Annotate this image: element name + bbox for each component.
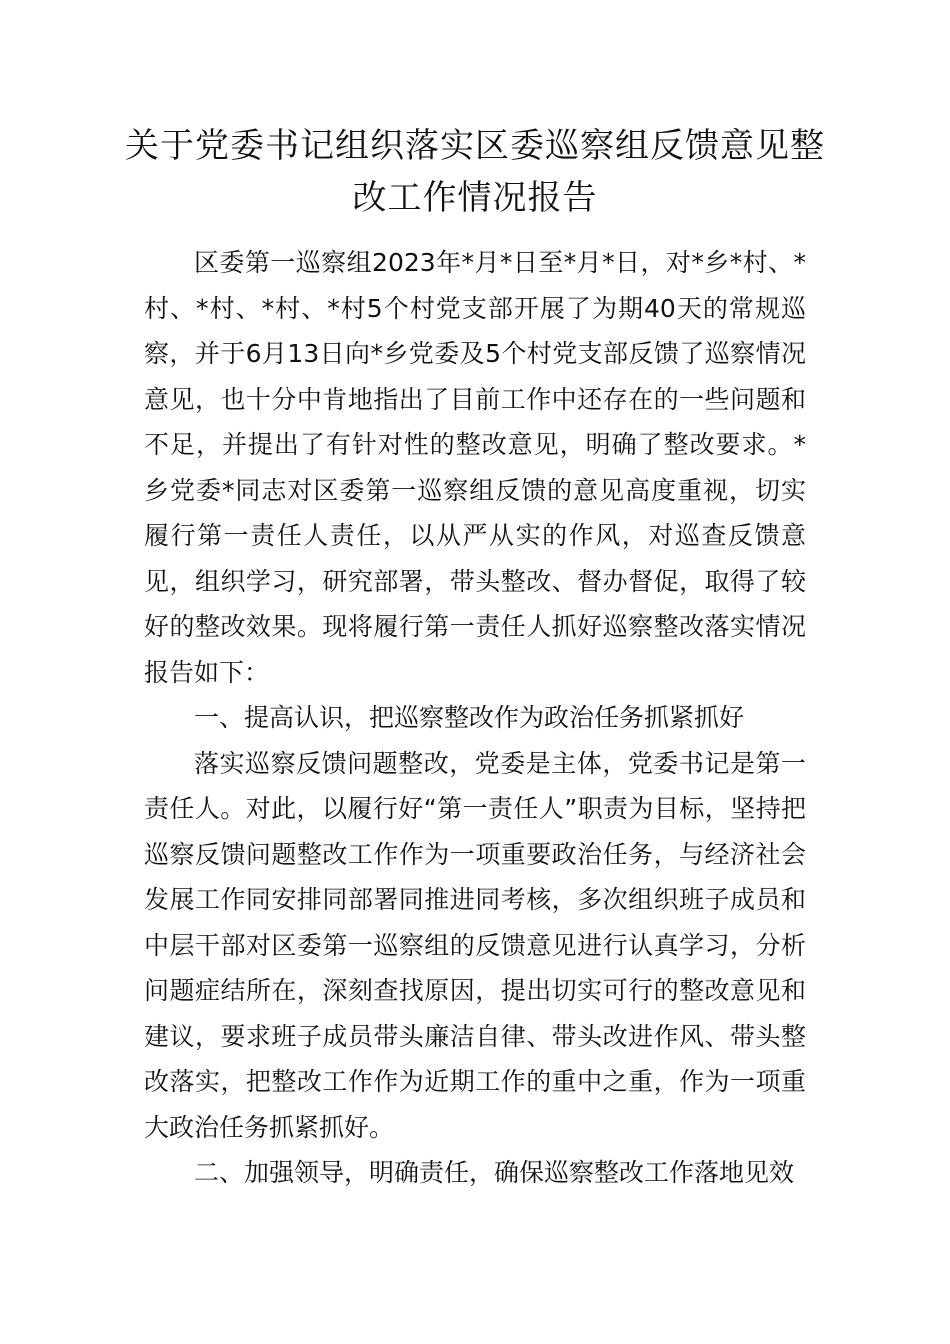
paragraph-intro: 区委第一巡察组2023年*月*日至*月*日，对*乡*村、*村、*村、*村、*村5个村党支部开展了为期40天的常规巡察，并于6月13日向*乡党委及5个村党支部反馈了巡察情况意见，也十分中肯地指出了目前工作中还存在的一些问题和不足，并提出了有针对性的整改意见，明确了整改要求。*乡党委*同志对区委第一巡察组反馈的意见高度重视，切实履行第一责任人责任，以从严从实的作风，对巡查反馈意见，组织学习，研究部署，带头整改、督办督促，取得了较好的整改效果。现将履行第一责任人抓好巡察整改落实情况报告如下： bbox=[144, 248, 806, 687]
paragraph-section-1: 落实巡察反馈问题整改，党委是主体，党委书记是第一责任人。对此，以履行好“第一责任人”职责为目标，坚持把巡察反馈问题整改工作作为一项重要政治任务，与经济社会发展工作同安排同部署同推进同考核，多次组织班子成员和中层干部对区委第一巡察组的反馈意见进行认真学习，分析问题症结所在，深刻查找原因，提出切实可行的整改意见和建议，要求班子成员带头廉洁自律、带头改进作风、带头整改落实，把整改工作作为近期工作的重中之重，作为一项重大政治任务抓紧抓好。 bbox=[144, 748, 806, 1142]
section-heading-1: 一、提高认识，把巡察整改作为政治任务抓紧抓好 bbox=[194, 703, 745, 732]
section-heading-2: 二、加强领导，明确责任，确保巡察整改工作落地见效 bbox=[194, 1158, 795, 1187]
document-body bbox=[144, 240, 806, 1196]
document-title: 关于党委书记组织落实区委巡察组反馈意见整改工作情况报告 bbox=[125, 126, 825, 218]
